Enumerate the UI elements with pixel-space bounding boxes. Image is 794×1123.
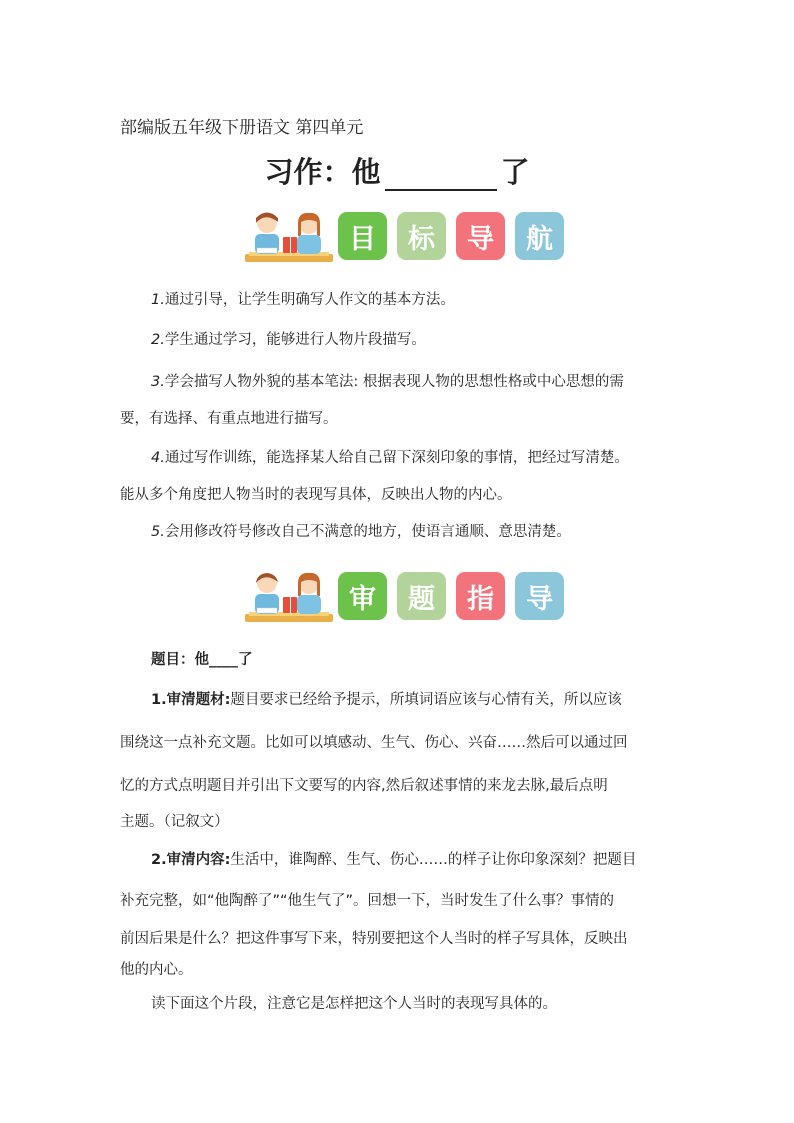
guide-item-1-line4: 主题。（记叙文） — [120, 814, 229, 830]
page-title — [0, 150, 794, 191]
goal-4-text: 通过写作训练，能选择某人给自己留下深刻印象的事情，把经过写清楚。 — [164, 450, 629, 466]
guide-banner-badges — [338, 572, 564, 620]
topic-blank: ____ — [209, 652, 238, 668]
goal-5-text: 会用修改符号修改自己不满意的地方，使语言通顺、意思清楚。 — [164, 524, 571, 540]
goal-3 — [151, 372, 624, 392]
goal-3-text: 学会描写人物外貌的基本笔法: 根据表现人物的思想性格或中心思想的需 — [164, 374, 624, 390]
goal-1-number: 1. — [151, 292, 165, 308]
banner1-badge-4: 航 — [515, 212, 564, 260]
goal-2-number: 2. — [151, 332, 165, 348]
banner2-badge-4: 导 — [515, 572, 564, 620]
goal-1 — [151, 290, 455, 310]
goal-2-text: 学生通过学习，能够进行人物片段描写。 — [164, 332, 426, 348]
guide-item-1-head: 1.审清题材: — [151, 692, 231, 708]
guide-item-1-line3: 忆的方式点明题目并引出下文要写的内容,然后叙述事情的来龙去脉,最后点明 — [120, 778, 608, 794]
banner2-badge-1: 审 — [338, 572, 387, 620]
guide-item-2 — [151, 850, 636, 870]
closing-instruction: 读下面这个片段，注意它是怎样把这个人当时的表现写具体的。 — [151, 996, 557, 1012]
goal-1-text: 通过引导，让学生明确写人作文的基本方法。 — [164, 292, 455, 308]
guide-banner — [243, 570, 573, 622]
goals-banner — [243, 210, 573, 262]
banner2-badge-2: 题 — [397, 572, 446, 620]
goal-5 — [151, 522, 571, 542]
banner1-badge-2: 标 — [397, 212, 446, 260]
topic-end: 了 — [238, 652, 253, 668]
guide-item-1-line1: 题目要求已经给予提示，所填词语应该与心情有关，所以应该 — [230, 692, 622, 708]
guide-item-2-line1: 生活中，谁陶醉、生气、伤心……的样子让你印象深刻？把题目 — [230, 852, 637, 868]
guide-item-1-line2: 围绕这一点补充文题。比如可以填感动、生气、伤心、兴奋……然后可以通过回 — [120, 735, 628, 751]
students-reading-icon — [243, 210, 335, 264]
students-reading-icon — [243, 570, 335, 624]
goal-3-continued: 要，有选择、有重点地进行描写。 — [120, 411, 338, 427]
guide-item-2-line3: 前因后果是什么？把这件事写下来，特别要把这个人当时的样子写具体，反映出 — [120, 931, 628, 947]
topic-line — [151, 650, 253, 670]
topic-label: 题目：他 — [151, 652, 209, 668]
guide-item-2-line2: 补充完整，如“他陶醉了”“他生气了”。回想一下，当时发生了什么事？事情的 — [120, 893, 615, 909]
title-suffix: 了 — [500, 155, 530, 189]
banner2-badge-3: 指 — [456, 572, 505, 620]
guide-item-2-line4: 他的内心。 — [120, 962, 193, 978]
guide-item-2-head: 2.审清内容: — [151, 852, 231, 868]
goals-banner-badges — [338, 212, 564, 260]
goal-4-number: 4. — [151, 450, 165, 466]
banner1-badge-3: 导 — [456, 212, 505, 260]
goal-5-number: 5. — [151, 524, 165, 540]
guide-item-1 — [151, 690, 622, 710]
title-blank — [385, 159, 497, 191]
goal-4-continued: 能从多个角度把人物当时的表现写具体，反映出人物的内心。 — [120, 487, 512, 503]
document-subtitle: 部编版五年级下册语文 第四单元 — [120, 118, 364, 138]
goal-2 — [151, 330, 426, 350]
title-prefix: 习作：他 — [264, 155, 381, 189]
goal-3-number: 3. — [151, 374, 165, 390]
banner1-badge-1: 目 — [338, 212, 387, 260]
goal-4 — [151, 448, 629, 468]
